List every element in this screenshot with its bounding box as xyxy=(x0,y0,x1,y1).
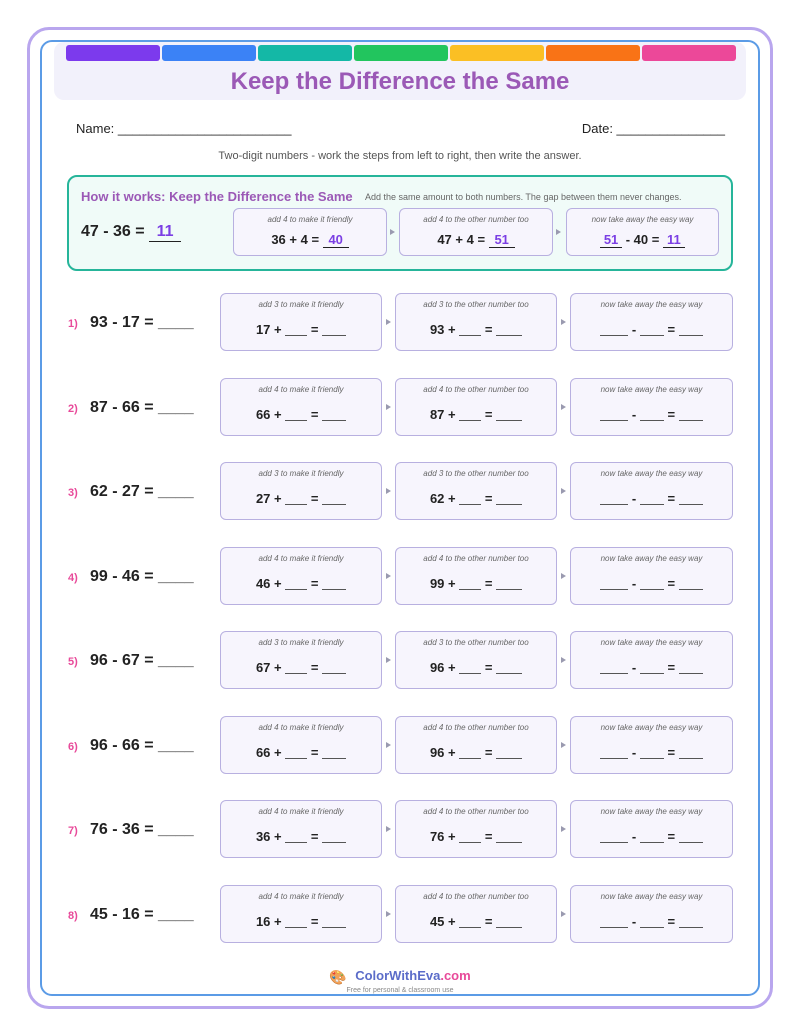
blank[interactable] xyxy=(322,662,346,674)
step-label: add 4 to the other number too xyxy=(423,385,529,394)
step-base: 67 xyxy=(255,660,271,675)
how-it-works-title: How it works: Keep the Difference the Same xyxy=(81,189,353,204)
blank[interactable] xyxy=(496,747,522,759)
step-equation: - = xyxy=(571,322,732,337)
problem-number: 7) xyxy=(68,825,78,837)
blank[interactable] xyxy=(285,493,307,505)
step-3-box xyxy=(570,547,733,605)
step-equation: 66 + = xyxy=(221,745,381,760)
blank[interactable] xyxy=(322,324,346,336)
blank[interactable] xyxy=(322,747,346,759)
step-equation xyxy=(400,232,552,248)
step-left: 36 + 4 = xyxy=(271,232,320,247)
color-stripe xyxy=(66,45,160,61)
blank[interactable] xyxy=(496,916,522,928)
step-equation: 93 + = xyxy=(396,322,556,337)
example-step-2 xyxy=(399,208,553,256)
blank[interactable] xyxy=(322,916,346,928)
arrow-icon xyxy=(386,826,391,832)
blank[interactable] xyxy=(600,662,628,674)
problem-expression[interactable]: 96 - 66 = ____ xyxy=(90,737,194,754)
example-step-3 xyxy=(566,208,719,256)
step-1-box xyxy=(220,716,382,774)
arrow-icon xyxy=(561,573,566,579)
blank[interactable] xyxy=(640,324,664,336)
arrow-icon xyxy=(561,319,566,325)
step-3-box xyxy=(570,293,733,351)
step-equation: - = xyxy=(571,407,732,422)
step-label: add 3 to the other number too xyxy=(423,469,529,478)
problem-number: 6) xyxy=(68,741,78,753)
blank[interactable] xyxy=(600,916,628,928)
step-equation xyxy=(234,232,386,248)
step-base: 27 xyxy=(255,491,271,506)
step-label: add 3 to the other number too xyxy=(423,638,529,647)
step-equation xyxy=(567,232,718,248)
problem-expression[interactable]: 99 - 46 = ____ xyxy=(90,568,194,585)
blank[interactable] xyxy=(640,747,664,759)
step-label: add 3 to make it friendly xyxy=(258,469,344,478)
footer-tagline: Free for personal & classroom use xyxy=(346,987,454,994)
color-stripe xyxy=(546,45,640,61)
step-base: 62 xyxy=(429,491,445,506)
blank[interactable] xyxy=(679,747,703,759)
problem-number: 4) xyxy=(68,572,78,584)
step-3-box xyxy=(570,631,733,689)
blank[interactable] xyxy=(679,831,703,843)
step-2-box xyxy=(395,462,557,520)
step-equation: 66 + = xyxy=(221,407,381,422)
palette-icon: 🎨 xyxy=(329,969,347,985)
step-equation: - = xyxy=(571,660,732,675)
blank[interactable] xyxy=(600,747,628,759)
step-base: 16 xyxy=(255,914,271,929)
arrow-icon xyxy=(386,742,391,748)
step-base: 87 xyxy=(429,407,445,422)
how-it-works-subtitle: Add the same amount to both numbers. The gap between them never changes. xyxy=(365,192,682,202)
blank[interactable] xyxy=(459,747,481,759)
color-stripe xyxy=(162,45,256,61)
step-equation: 36 + = xyxy=(221,829,381,844)
page-title: Keep the Difference the Same xyxy=(230,68,570,95)
problem-number: 1) xyxy=(68,318,78,330)
step-equation: - = xyxy=(571,829,732,844)
blank[interactable] xyxy=(322,831,346,843)
step-label: add 4 to the other number too xyxy=(423,807,529,816)
step-base: 96 xyxy=(429,745,445,760)
step-3-box xyxy=(570,885,733,943)
arrow-icon xyxy=(390,229,395,235)
blank[interactable] xyxy=(679,578,703,590)
step-2-box xyxy=(395,885,557,943)
step-equation: 87 + = xyxy=(396,407,556,422)
color-stripe xyxy=(450,45,544,61)
blank[interactable] xyxy=(496,662,522,674)
step-2-box xyxy=(395,293,557,351)
blank[interactable] xyxy=(285,662,307,674)
arrow-icon xyxy=(561,404,566,410)
blank[interactable] xyxy=(496,831,522,843)
step-left: 47 + 4 = xyxy=(437,232,486,247)
problem-number: 5) xyxy=(68,656,78,668)
step-result: 40 xyxy=(323,232,349,248)
blank[interactable] xyxy=(285,747,307,759)
problem-expression[interactable]: 87 - 66 = ____ xyxy=(90,399,194,416)
problem-expression[interactable]: 76 - 36 = ____ xyxy=(90,821,194,838)
blank[interactable] xyxy=(600,493,628,505)
step-2-box xyxy=(395,716,557,774)
step-1-box xyxy=(220,547,382,605)
step-3-box xyxy=(570,378,733,436)
blank[interactable] xyxy=(285,409,307,421)
step-equation: 17 + = xyxy=(221,322,381,337)
step-base: 36 xyxy=(255,829,271,844)
step-equation: 16 + = xyxy=(221,914,381,929)
arrow-icon xyxy=(386,911,391,917)
step-base: 17 xyxy=(255,322,271,337)
problem-number: 3) xyxy=(68,487,78,499)
blank[interactable] xyxy=(496,409,522,421)
blank[interactable] xyxy=(459,831,481,843)
step-label: add 4 to the other number too xyxy=(423,554,529,563)
step-label: add 3 to make it friendly xyxy=(258,300,344,309)
arrow-icon xyxy=(386,404,391,410)
blank[interactable] xyxy=(322,493,346,505)
color-stripe xyxy=(258,45,352,61)
step-base: 93 xyxy=(429,322,445,337)
example-step-1 xyxy=(233,208,387,256)
step-label: now take away the easy way xyxy=(600,554,703,563)
step-base: 46 xyxy=(255,576,271,591)
blank[interactable] xyxy=(600,578,628,590)
step-equation: 62 + = xyxy=(396,491,556,506)
blank[interactable] xyxy=(459,324,481,336)
step-2-box xyxy=(395,378,557,436)
step-equation: 96 + = xyxy=(396,745,556,760)
blank[interactable] xyxy=(679,493,703,505)
blank[interactable] xyxy=(640,662,664,674)
step-1-box xyxy=(220,462,382,520)
step-equation: 99 + = xyxy=(396,576,556,591)
problem-expression[interactable]: 96 - 67 = ____ xyxy=(90,652,194,669)
step-equation: 46 + = xyxy=(221,576,381,591)
step-2-box xyxy=(395,547,557,605)
step-label: now take away the easy way xyxy=(600,892,703,901)
blank[interactable] xyxy=(640,493,664,505)
blank[interactable] xyxy=(285,324,307,336)
step-equation: 67 + = xyxy=(221,660,381,675)
blank[interactable] xyxy=(640,916,664,928)
step-label: now take away the easy way xyxy=(600,807,703,816)
footer xyxy=(0,967,800,994)
step-label: now take away the easy way xyxy=(600,300,703,309)
step-label: add 4 to the other number too xyxy=(423,215,529,224)
example-expression: 47 - 36 = xyxy=(81,223,145,240)
arrow-icon xyxy=(561,826,566,832)
step-base: 96 xyxy=(429,660,445,675)
step-label: add 4 to the other number too xyxy=(423,892,529,901)
step-3-box xyxy=(570,716,733,774)
example-problem xyxy=(81,223,181,242)
step-result: 11 xyxy=(663,232,685,248)
brand-name: ColorWithEva.com xyxy=(355,968,471,983)
blank[interactable] xyxy=(285,916,307,928)
arrow-icon xyxy=(386,573,391,579)
step-label: add 4 to the other number too xyxy=(423,723,529,732)
blank[interactable] xyxy=(600,831,628,843)
name-field[interactable]: Name: ________________________ xyxy=(76,121,292,136)
blank[interactable] xyxy=(600,324,628,336)
step-equation: 76 + = xyxy=(396,829,556,844)
step-1-box xyxy=(220,800,382,858)
blank[interactable] xyxy=(459,409,481,421)
step-equation: 45 + = xyxy=(396,914,556,929)
step-equation: - = xyxy=(571,745,732,760)
step-equation: 27 + = xyxy=(221,491,381,506)
example-answer: 11 xyxy=(149,223,181,242)
step-label: add 4 to make it friendly xyxy=(258,892,344,901)
step-equation: - = xyxy=(571,576,732,591)
blank[interactable] xyxy=(640,409,664,421)
color-stripe xyxy=(642,45,736,61)
step-a: 51 xyxy=(600,232,622,248)
blank[interactable] xyxy=(459,578,481,590)
step-3-box xyxy=(570,462,733,520)
arrow-icon xyxy=(386,488,391,494)
step-1-box xyxy=(220,631,382,689)
blank[interactable] xyxy=(285,578,307,590)
step-equation: - = xyxy=(571,491,732,506)
problem-expression[interactable]: 45 - 16 = ____ xyxy=(90,906,194,923)
color-stripes xyxy=(66,45,736,61)
step-label: add 4 to make it friendly xyxy=(258,807,344,816)
arrow-icon xyxy=(561,488,566,494)
step-label: add 3 to the other number too xyxy=(423,300,529,309)
step-label: now take away the easy way xyxy=(600,385,703,394)
blank[interactable] xyxy=(459,493,481,505)
instructions: Two-digit numbers - work the steps from left to right, then write the answer. xyxy=(218,150,582,162)
blank[interactable] xyxy=(285,831,307,843)
color-stripe xyxy=(354,45,448,61)
step-minus: - 40 = xyxy=(625,232,660,247)
step-base: 66 xyxy=(255,407,271,422)
blank[interactable] xyxy=(459,662,481,674)
step-base: 45 xyxy=(429,914,445,929)
arrow-icon xyxy=(556,229,561,235)
problem-number: 2) xyxy=(68,403,78,415)
blank[interactable] xyxy=(496,493,522,505)
step-label: now take away the easy way xyxy=(600,638,703,647)
step-label: add 4 to make it friendly xyxy=(258,723,344,732)
problem-number: 8) xyxy=(68,910,78,922)
blank[interactable] xyxy=(322,578,346,590)
problem-expression[interactable]: 93 - 17 = ____ xyxy=(90,314,194,331)
step-2-box xyxy=(395,631,557,689)
step-base: 99 xyxy=(429,576,445,591)
blank[interactable] xyxy=(322,409,346,421)
step-1-box xyxy=(220,293,382,351)
date-field[interactable]: Date: _______________ xyxy=(581,121,725,136)
arrow-icon xyxy=(386,657,391,663)
step-label: add 4 to make it friendly xyxy=(258,385,344,394)
blank[interactable] xyxy=(459,916,481,928)
blank[interactable] xyxy=(640,831,664,843)
blank[interactable] xyxy=(600,409,628,421)
arrow-icon xyxy=(561,911,566,917)
step-base: 66 xyxy=(255,745,271,760)
arrow-icon xyxy=(561,657,566,663)
step-equation: - = xyxy=(571,914,732,929)
step-label: now take away the easy way xyxy=(600,469,703,478)
problem-expression[interactable]: 62 - 27 = ____ xyxy=(90,483,194,500)
step-equation: 96 + = xyxy=(396,660,556,675)
step-label: add 4 to make it friendly xyxy=(267,215,353,224)
step-label: add 4 to make it friendly xyxy=(258,554,344,563)
blank[interactable] xyxy=(640,578,664,590)
step-result: 51 xyxy=(489,232,515,248)
step-2-box xyxy=(395,800,557,858)
arrow-icon xyxy=(561,742,566,748)
arrow-icon xyxy=(386,319,391,325)
step-base: 76 xyxy=(429,829,445,844)
step-3-box xyxy=(570,800,733,858)
blank[interactable] xyxy=(679,409,703,421)
blank[interactable] xyxy=(679,324,703,336)
blank[interactable] xyxy=(679,662,703,674)
step-1-box xyxy=(220,885,382,943)
step-label: add 3 to make it friendly xyxy=(258,638,344,647)
blank[interactable] xyxy=(496,324,522,336)
step-1-box xyxy=(220,378,382,436)
blank[interactable] xyxy=(679,916,703,928)
step-label: now take away the easy way xyxy=(591,215,694,224)
step-label: now take away the easy way xyxy=(600,723,703,732)
blank[interactable] xyxy=(496,578,522,590)
